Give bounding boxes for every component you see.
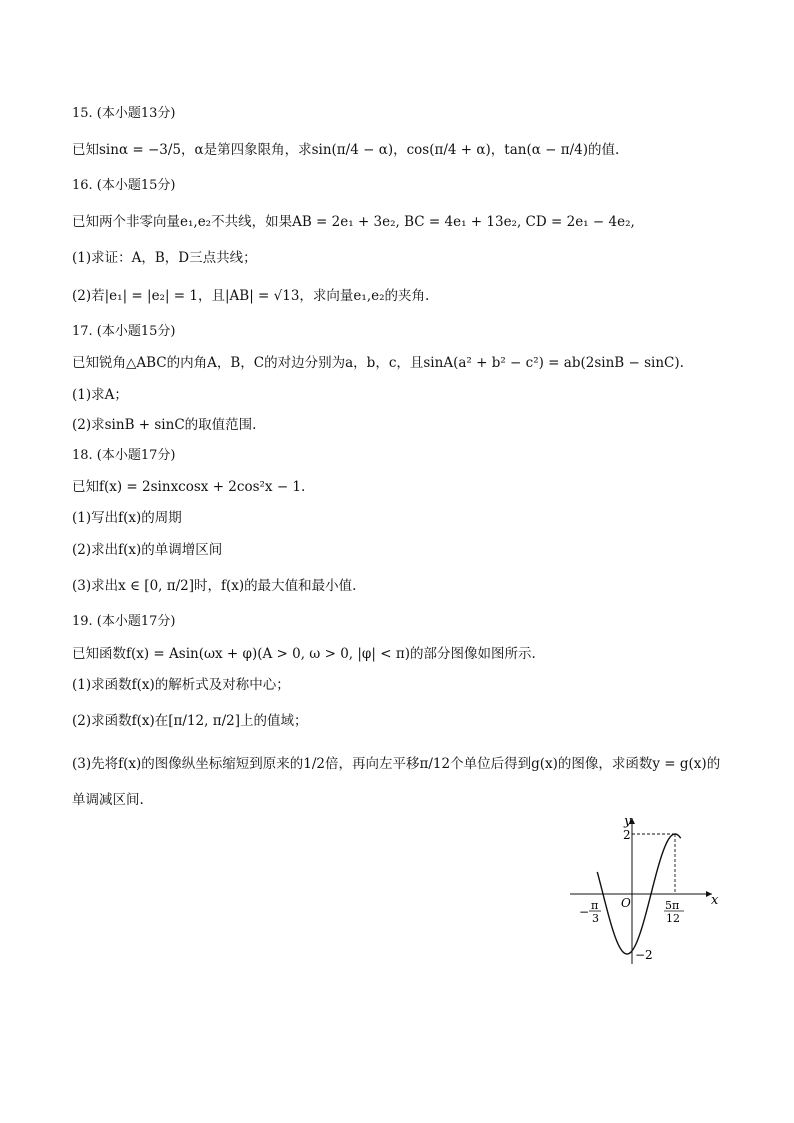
problem-18-part-1: (1)写出f(x)的周期	[72, 510, 182, 526]
y-max-label: 2	[623, 828, 631, 842]
problem-19-header: 19. (本小题17分)	[72, 614, 176, 629]
problem-18-header: 18. (本小题17分)	[72, 448, 176, 463]
problem-19-part-2: (2)求函数f(x)在[π/12, π/2]上的值域；	[72, 713, 308, 729]
problem-18-stem: 已知f(x) = 2sinxcosx + 2cos²x − 1.	[72, 479, 306, 495]
x-right-num: 5π	[665, 899, 680, 912]
problem-15-text: 已知sinα = −3/5，α是第四象限角，求sin(π/4 − α)，cos(π/4 + α)，tan(α − π/4)的值.	[72, 142, 620, 158]
problem-17-stem: 已知锐角△ABC的内角A，B，C的对边分别为a，b，c，且sinA(a² + b² − c²) = ab(2sinB − sinC).	[72, 355, 684, 371]
problem-18-part-2: (2)求出f(x)的单调增区间	[72, 542, 223, 558]
svg-text:−: −	[579, 905, 590, 919]
problem-19-part-1: (1)求函数f(x)的解析式及对称中心；	[72, 677, 290, 693]
x-left-num: π	[591, 899, 599, 912]
problem-19-stem: 已知函数f(x) = Asin(ωx + φ)(A > 0, ω > 0, |φ| < π)的部分图像如图所示.	[72, 646, 536, 662]
x-axis-label: x	[711, 893, 719, 908]
problem-15-header: 15. (本小题13分)	[72, 106, 176, 121]
problem-16-header: 16. (本小题15分)	[72, 178, 176, 193]
problem-17-header: 17. (本小题15分)	[72, 324, 176, 339]
problem-16-part-1: (1)求证：A，B，D三点共线；	[72, 250, 257, 266]
problem-17-part-1: (1)求A；	[72, 387, 128, 403]
x-left-den: 3	[592, 912, 599, 925]
problem-19-part-3: (3)先将f(x)的图像纵坐标缩短到原来的1/2倍，再向左平移π/12个单位后得到g(x)的图像，求函数y = g(x)的	[72, 756, 721, 772]
x-left-tick-label	[579, 899, 601, 925]
x-right-den: 12	[666, 912, 680, 925]
problem-16-stem: 已知两个非零向量e₁,e₂不共线，如果AB = 2e₁ + 3e₂, BC = 4e₁ + 13e₂, CD = 2e₁ − 4e₂,	[72, 214, 635, 230]
function-graph-figure	[560, 810, 730, 970]
problem-16-part-2: (2)若|e₁| = |e₂| = 1，且|AB| = √13，求向量e₁,e₂的夹角.	[72, 288, 430, 304]
problem-18-part-3: (3)求出x ∈ [0, π/2]时，f(x)的最大值和最小值.	[72, 578, 357, 594]
y-axis-label: y	[624, 814, 632, 829]
problem-19-part-3-continued: 单调减区间.	[72, 792, 144, 808]
origin-label: O	[621, 896, 631, 910]
y-min-label: −2	[635, 948, 653, 962]
problem-17-part-2: (2)求sinB + sinC的取值范围.	[72, 417, 257, 433]
x-right-tick-label	[664, 899, 684, 925]
